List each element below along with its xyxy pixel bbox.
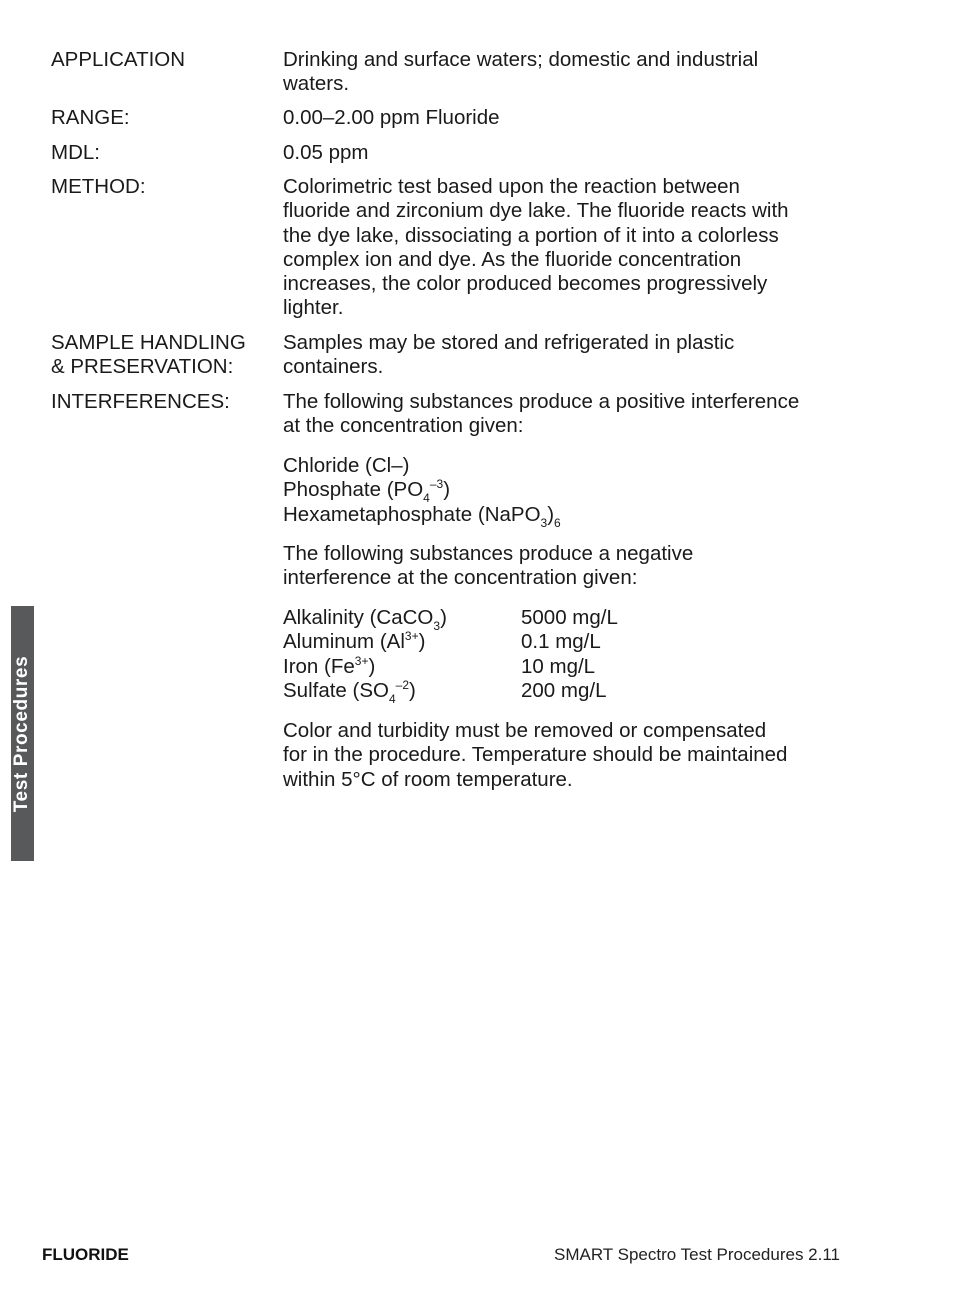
interference-closing-note: Color and turbidity must be removed or compensated for in the procedure. Temperature should be maintained within 5°C of room temperature.: [283, 719, 788, 791]
negative-item-amount: 0.1 mg/L: [521, 630, 601, 653]
method-label: METHOD:: [51, 175, 146, 198]
mdl-value: 0.05 ppm: [283, 141, 369, 164]
application-value: Drinking and surface waters; domestic and industrial waters.: [283, 48, 759, 96]
application-label: APPLICATION: [51, 48, 186, 71]
footer-page-info: SMART Spectro Test Procedures 2.11: [554, 1245, 840, 1264]
side-tab: [11, 606, 34, 861]
range-label: RANGE:: [51, 106, 130, 129]
negative-item-amount: 10 mg/L: [521, 655, 596, 678]
negative-item-name: Aluminum $(Al^{3+})$: [283, 629, 426, 653]
negative-item-amount: 5000 mg/L: [521, 606, 618, 629]
negative-item-name: Iron $(Fe^{3+})$: [283, 654, 376, 678]
sample-handling-label: SAMPLE HANDLING & PRESERVATION:: [51, 331, 246, 379]
negative-item-name: Alkalinity (CaCO$_3$): [283, 606, 447, 633]
negative-item-amount: 200 mg/L: [521, 679, 607, 702]
interferences-label: INTERFERENCES:: [51, 390, 230, 413]
range-value: 0.00–2.00 ppm Fluoride: [283, 106, 500, 129]
negative-item-name: Sulfate $(SO_4^{-2})$: [283, 678, 416, 706]
hexametaphosphate-item: Hexametaphosphate $(NaPO_3)_6$: [283, 502, 561, 530]
sample-handling-value: Samples may be stored and refrigerated in plastic containers.: [283, 331, 735, 379]
footer-section-title: FLUORIDE: [42, 1245, 129, 1264]
side-tab-label: Test Procedures: [11, 655, 33, 812]
positive-interference-list: [283, 454, 843, 530]
method-value: Colorimetric test based upon the reaction between fluoride and zirconium dye lake. The fluoride reacts with the dye lake, dissociating a portion of it into a colorless complex ion and dye. As the fluoride concentration increases, the color produced becomes progressively lighter.: [283, 175, 789, 320]
chloride-item: Chloride (Cl–): [283, 454, 410, 477]
positive-interference-intro: The following substances produce a positive interference at the concentration given:: [283, 390, 800, 438]
mdl-label: MDL:: [51, 141, 100, 164]
negative-interference-intro: The following substances produce a negative interference at the concentration given:: [283, 542, 694, 590]
phosphate-item: Phosphate $(PO_4^{-3})$: [283, 477, 451, 506]
